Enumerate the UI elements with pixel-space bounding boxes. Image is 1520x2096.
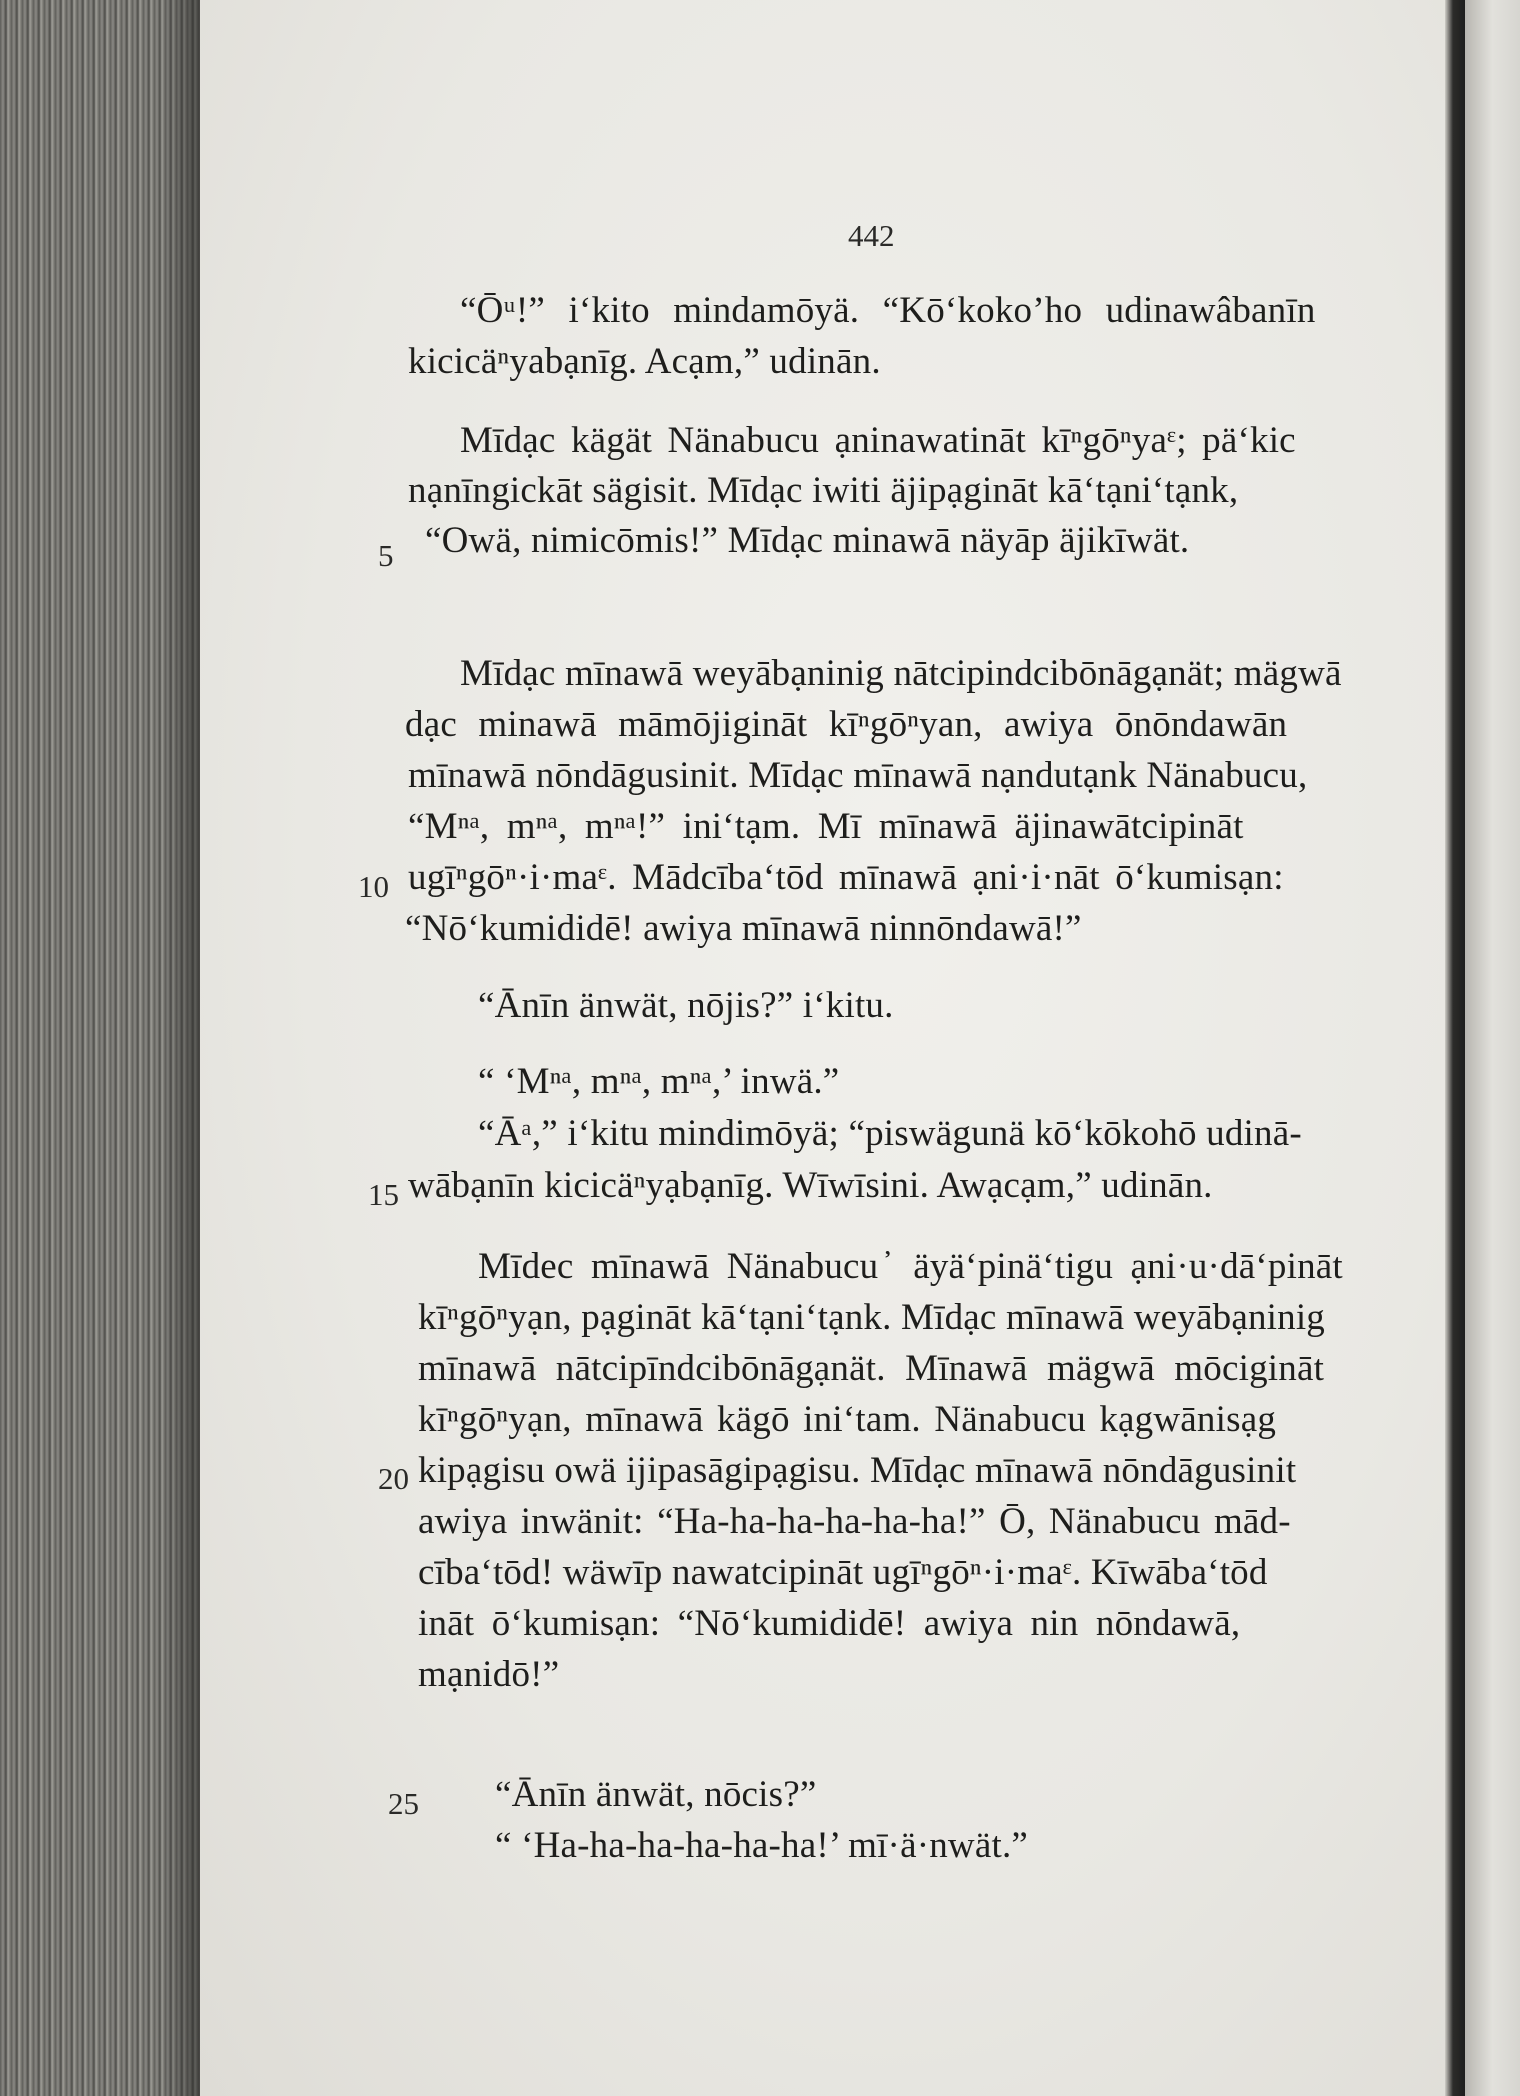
text-line: kipạgisu owä ijipasāgipạgisu. Mīdạc mīnawā nōndāgusinit: [418, 1450, 1297, 1491]
text-line: “Āᵃ,” iʻkitu mindimōyä; “piswägunä kōʻkōkohō udinā-: [478, 1113, 1302, 1154]
text-line: kīⁿgōⁿyạn, mīnawā kägō iniʻtam. Nänabucu kạgwānisạg: [418, 1399, 1277, 1440]
text-line: dạc minawā māmōjigināt kīⁿgōⁿyan, awiya ōnōndawān: [405, 704, 1288, 745]
text-line: “Mⁿᵃ, mⁿᵃ, mⁿᵃ!” iniʻtạm. Mī mīnawā äjinawātcipināt: [408, 806, 1244, 847]
line-number: 20: [378, 1461, 409, 1496]
text-line: kīⁿgōⁿyạn, pạgināt kāʻtạniʻtạnk. Mīdạc mīnawā weyābạninig: [418, 1297, 1326, 1338]
text-line: “ ‘Mⁿᵃ, mⁿᵃ, mⁿᵃ,’ inwä.”: [478, 1061, 840, 1102]
book-page-edges: [0, 0, 200, 2096]
line-number: 15: [368, 1177, 399, 1212]
facing-page-edge: [1465, 0, 1520, 2096]
text-line: cībaʻtōd! wäwīp nawatcipināt ugīⁿgōⁿ·i·maᵋ. Kīwābaʻtōd: [418, 1552, 1268, 1593]
text-line: awiya inwänit: “Ha-ha-ha-ha-ha-ha!” Ō, Nänabucu mād-: [418, 1501, 1291, 1542]
text-line: mīnawā nōndāgusinit. Mīdạc mīnawā nạndutạnk Nänabucu,: [408, 755, 1308, 796]
text-line: wābạnīn kicicäⁿyạbạnīg. Wīwīsini. Awạcạm,” udinān.: [408, 1165, 1213, 1206]
text-line: ugīⁿgōⁿ·i·maᵋ. Mādcībaʻtōd mīnawā ạni·i·nāt ōʻkumisạn:: [408, 857, 1284, 898]
text-line: “Nōʻkumididē! awiya mīnawā ninnōndawā!”: [405, 908, 1082, 949]
page-number: 442: [848, 218, 895, 253]
text-line: Mīdạc kägät Nänabucu ạninawatināt kīⁿgōⁿyaᵋ; päʻkic: [460, 420, 1296, 461]
line-number: 25: [388, 1786, 419, 1821]
line-number: 10: [358, 869, 389, 904]
text-line: “Ānīn änwät, nōjis?” iʻkitu.: [478, 985, 894, 1026]
text-line: “ ‘Ha-ha-ha-ha-ha-ha!’ mī·ä·nwät.”: [495, 1825, 1029, 1866]
line-number: 5: [378, 538, 394, 573]
text-line: mạnidō!”: [418, 1654, 560, 1695]
text-line: mīnawā nātcipīndcibōnāgạnät. Mīnawā mägwā mōcigināt: [418, 1348, 1325, 1389]
text-line: “Owä, nimicōmis!” Mīdạc minawā näyāp äjikīwät.: [425, 520, 1190, 561]
text-line: Mīdạc mīnawā weyābạninig nātcipindcibōnāgạnät; mägwā: [460, 653, 1342, 694]
text-line: ināt ōʻkumisạn: “Nōʻkumididē! awiya nin nōndawā,: [418, 1603, 1241, 1644]
text-line: nạnīngickāt sägisit. Mīdạc iwiti äjipạgināt kāʻtạniʻtạnk,: [408, 470, 1239, 511]
text-line: “Ānīn änwät, nōcis?”: [495, 1774, 817, 1815]
text-line: “Ōᵘ!” iʻkito mindamōyä. “Kōʻkokoʼho udinawâbanīn: [460, 290, 1316, 331]
text-line: Mīdec mīnawā Nänabucu ̓ äyäʻpinäʻtigu ạni·u·dāʻpināt: [478, 1246, 1343, 1287]
book-gutter: [1445, 0, 1465, 2096]
text-line: kicicäⁿyabạnīg. Acạm,” udinān.: [408, 341, 881, 382]
